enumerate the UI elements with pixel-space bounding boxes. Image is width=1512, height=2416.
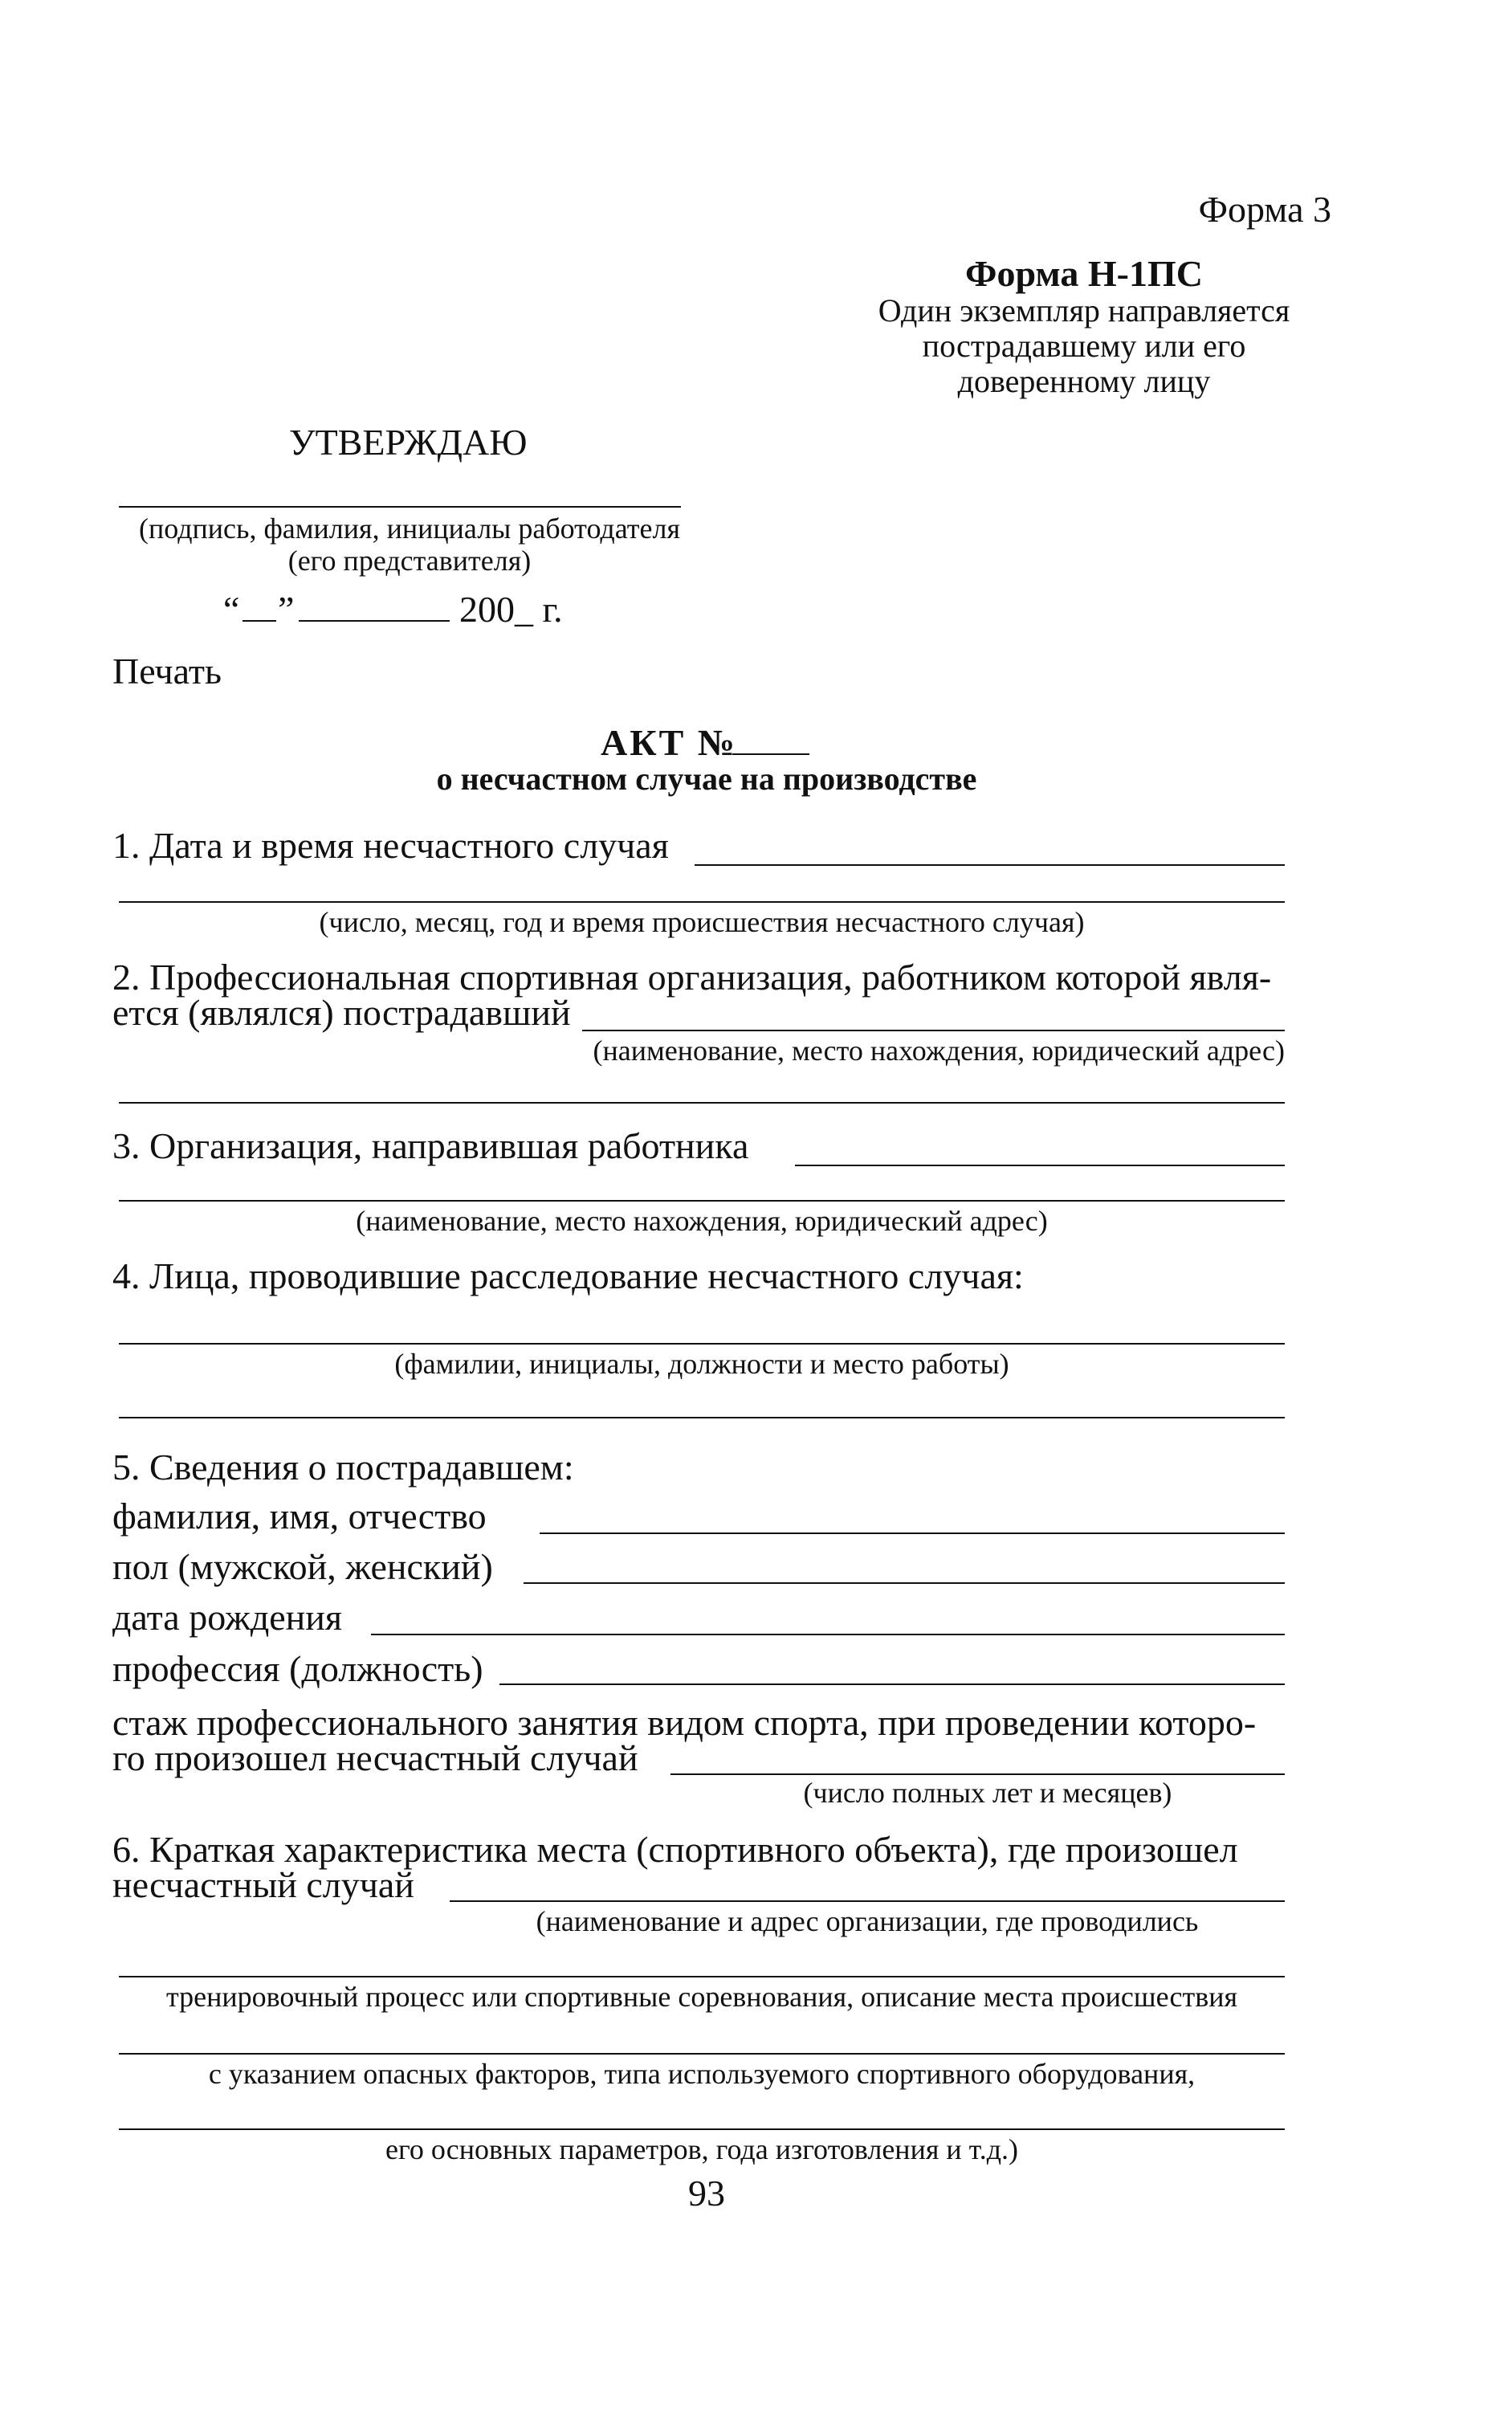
date-day-line (242, 620, 276, 622)
approval-title: УТВЕРЖДАЮ (289, 422, 528, 463)
s2-fill-line-2 (119, 1102, 1285, 1104)
signature-caption-line2: (его представителя) (287, 545, 532, 577)
s5-fio-line (540, 1532, 1285, 1534)
s3-fill-line (795, 1165, 1285, 1166)
s6-caption2: тренировочный процесс или спортивные соревнования, описание места происшествия (165, 1981, 1238, 2013)
s4-label: 4. Лица, проводившие расследование несчастного случая: (112, 1255, 1024, 1296)
s2-label-line1: 2. Профессиональная спортивная организация, работником которой явля- (112, 957, 1272, 998)
s5-birth-line (371, 1634, 1285, 1635)
signature-caption-line1: (подпись, фамилия, инициалы работодателя (138, 512, 680, 545)
s5-experience-line2: го произошел несчастный случай (112, 1737, 638, 1778)
act-number-line (732, 753, 809, 755)
s5-experience-caption: (число полных лет и месяцев) (803, 1777, 1172, 1809)
act-subtitle: о несчастном случае на производстве (436, 761, 977, 797)
s5-profession-label: профессия (должность) (112, 1648, 483, 1689)
signature-line (119, 506, 681, 508)
s1-label: 1. Дата и время несчастного случая (112, 825, 669, 866)
seal-label: Печать (112, 651, 222, 692)
s3-label: 3. Организация, направившая работника (112, 1125, 749, 1166)
page-number: 93 (688, 2173, 725, 2214)
form-code: Форма Н-1ПС (964, 253, 1203, 294)
s1-caption: (число, месяц, год и время происшествия несчастного случая) (319, 906, 1085, 938)
date-month-line (299, 620, 450, 622)
form-number: Форма 3 (1198, 189, 1331, 230)
date-year: 200_ г. (459, 589, 563, 630)
copy-note-line2: пострадавшему или его (922, 328, 1246, 364)
s2-label-line2: ется (являлся) пострадавший (112, 992, 571, 1033)
s6-label-line2: несчастный случай (112, 1864, 414, 1905)
s5-sex-label: пол (мужской, женский) (112, 1546, 493, 1587)
s4-fill-line (119, 1343, 1285, 1345)
s5-experience-line1: стаж профессионального занятия видом спорта, при проведении которо- (112, 1702, 1257, 1743)
s6-fill-line-4 (119, 2128, 1285, 2130)
s6-label-line1: 6. Краткая характеристика места (спортивного объекта), где произошел (112, 1829, 1238, 1870)
s2-fill-line (582, 1030, 1285, 1031)
act-title: АКТ № (601, 722, 737, 763)
s4-caption: (фамилии, инициалы, должности и место работы) (394, 1348, 1009, 1380)
s6-caption1: (наименование и адрес организации, где проводились (536, 1905, 1199, 1937)
s2-caption: (наименование, место нахождения, юридический адрес) (593, 1035, 1285, 1067)
s6-fill-line-2 (119, 1976, 1285, 1977)
s5-fio-label: фамилия, имя, отчество (112, 1496, 487, 1537)
s5-profession-line (499, 1683, 1285, 1685)
s6-caption3: с указанием опасных факторов, типа используемого спортивного оборудования, (208, 2058, 1196, 2090)
s5-experience-fill-line (670, 1773, 1285, 1775)
copy-note-line3: доверенному лицу (957, 363, 1211, 399)
s6-fill-line-3 (119, 2053, 1285, 2055)
date-close-quote: ” (278, 589, 295, 630)
s6-caption4: его основных параметров, года изготовления и т.д.) (385, 2133, 1018, 2165)
s1-fill-line (695, 864, 1285, 866)
s3-fill-line-2 (119, 1200, 1285, 1202)
s1-fill-line-2 (119, 901, 1285, 903)
copy-note-line1: Один экземпляр направляется (878, 292, 1290, 329)
s5-birth-label: дата рождения (112, 1597, 343, 1638)
s5-label: 5. Сведения о пострадавшем: (112, 1447, 574, 1488)
s3-caption: (наименование, место нахождения, юридический адрес) (356, 1205, 1048, 1237)
s4-fill-line-2 (119, 1417, 1285, 1418)
date-open-quote: “ (223, 589, 240, 630)
s5-sex-line (524, 1582, 1285, 1584)
s6-fill-line (450, 1900, 1285, 1902)
